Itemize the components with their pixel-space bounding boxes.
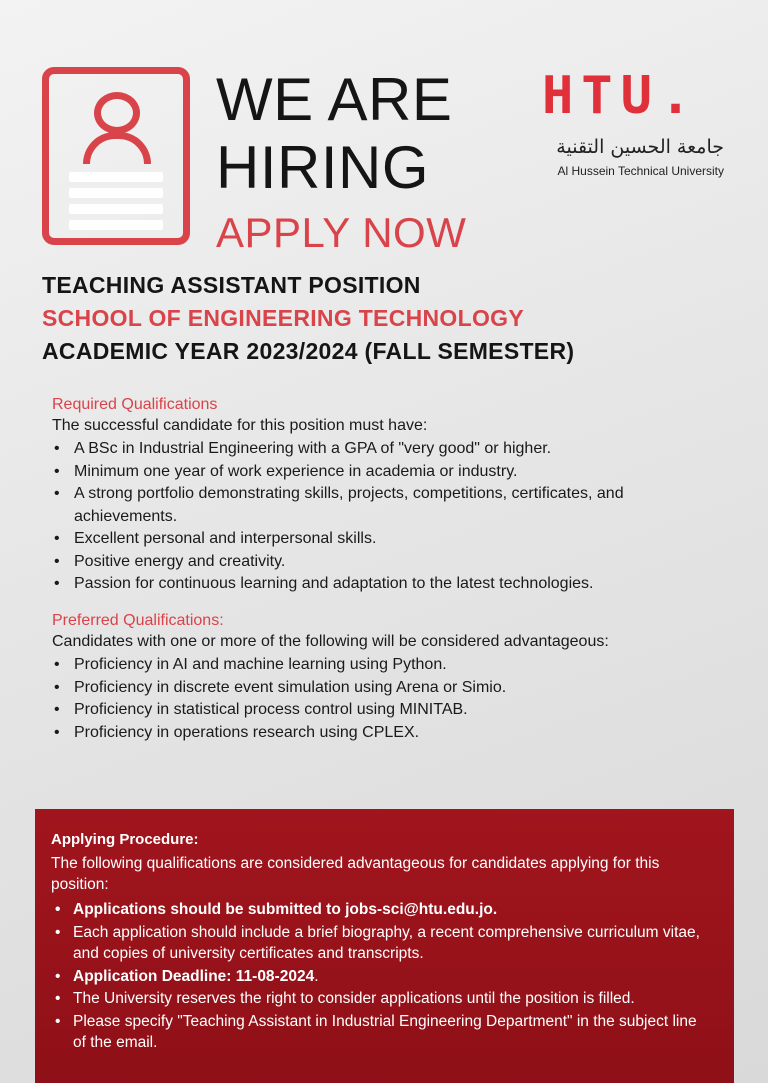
preferred-heading: Preferred Qualifications: [52,612,224,629]
list-item [51,1011,713,1054]
hero-title-line1: WE ARE [216,66,453,133]
subject-line-text: Please specify "Teaching Assistant in Industrial Engineering Department" in the subject line of the email. [73,1012,697,1051]
list-item: • Excellent personal and interpersonal skills. [52,528,702,551]
required-intro: The successful candidate for this position must have: [52,417,428,434]
procedure-list [51,899,713,1055]
list-item: • A BSc in Industrial Engineering with a GPA of "very good" or higher. [52,438,702,461]
list-item: • Proficiency in AI and machine learning using Python. [52,654,702,677]
position-title: TEACHING ASSISTANT POSITION [42,272,421,298]
application-contents-text: Each application should include a brief biography, a recent comprehensive curriculum vitae, and copies of university certificates and transcripts. [73,923,700,962]
htu-logo [530,66,740,186]
list-item [51,899,713,921]
document-line [69,204,163,214]
logo-mark: HTU. [542,66,700,126]
list-item: • Proficiency in operations research using CPLEX. [52,722,702,745]
person-head-icon [94,92,140,134]
document-line [69,172,163,182]
required-list [52,438,702,596]
deadline-end: . [314,967,319,985]
list-item: • Minimum one year of work experience in academia or industry. [52,461,702,484]
hero-title-line2: HIRING [216,134,429,201]
resume-icon [42,67,190,245]
document-line [69,188,163,198]
deadline-date: 11-08-2024 [235,967,315,985]
preferred-intro: Candidates with one or more of the following will be considered advantageous: [52,633,609,650]
deadline-label: Application Deadline: [73,967,236,985]
apply-now-text: APPLY NOW [216,209,467,256]
submission-email-text: Applications should be submitted to jobs-sci@htu.edu.jo. [73,901,498,918]
list-item: • Proficiency in statistical process control using MINITAB. [52,699,702,722]
list-item: • Positive energy and creativity. [52,551,702,574]
list-item: • A strong portfolio demonstrating skills, projects, competitions, certificates, and achievements. [52,483,702,528]
reservation-text: The University reserves the right to consider applications until the position is filled. [73,990,635,1007]
procedure-intro: The following qualifications are considered advantageous for candidates applying for this position: [51,855,660,893]
hero-title [216,66,516,202]
list-item: • Proficiency in discrete event simulation using Arena or Simio. [52,677,702,700]
logo-english-name: Al Hussein Technical University [557,164,724,178]
applying-procedure-panel [35,809,734,1083]
list-item: • Passion for continuous learning and adaptation to the latest technologies. [52,573,702,596]
school-name: SCHOOL OF ENGINEERING TECHNOLOGY [42,305,524,331]
person-body-icon [83,132,151,164]
list-item [51,922,713,965]
document-line [69,220,163,230]
list-item [51,988,713,1010]
required-heading: Required Qualifications [52,396,218,413]
academic-year: ACADEMIC YEAR 2023/2024 (FALL SEMESTER) [42,338,575,364]
logo-arabic-name: جامعة الحسين التقنية [556,136,724,158]
preferred-list [52,654,702,744]
list-item [51,966,713,988]
procedure-heading: Applying Procedure: [51,831,199,848]
